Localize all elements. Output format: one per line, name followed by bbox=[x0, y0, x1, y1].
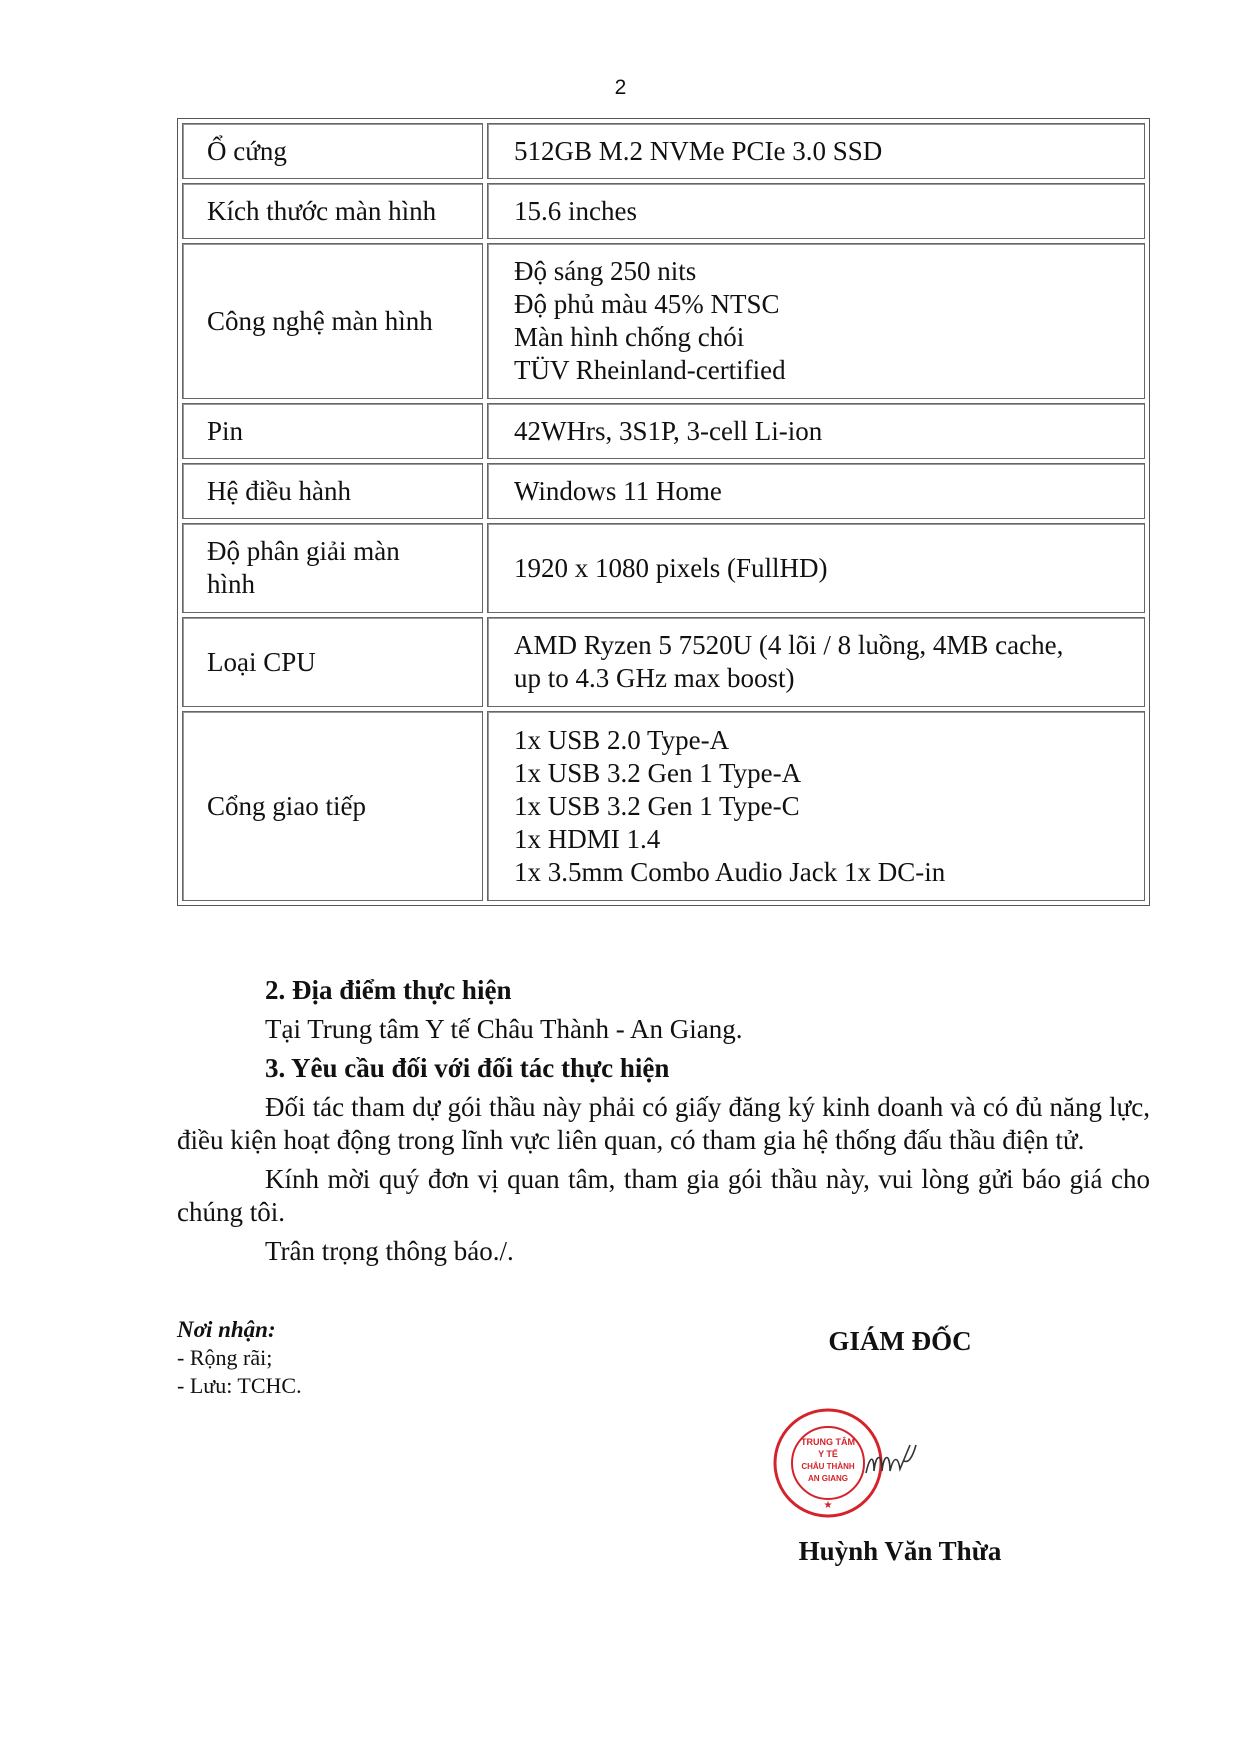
spec-value: Màn hình chống chói bbox=[514, 322, 745, 352]
official-stamp bbox=[770, 1405, 950, 1521]
spec-row bbox=[182, 711, 1145, 901]
recipients-block bbox=[177, 1316, 302, 1400]
spec-value-cell bbox=[487, 463, 1145, 519]
spec-value-cell bbox=[487, 243, 1145, 399]
spec-value: 15.6 inches bbox=[514, 195, 637, 226]
spec-label-cell bbox=[182, 403, 483, 459]
page-number: 2 bbox=[614, 76, 627, 99]
spec-label-cell bbox=[182, 123, 483, 179]
spec-row bbox=[182, 617, 1145, 707]
spec-label: Công nghệ màn hình bbox=[207, 305, 433, 336]
spec-label: Kích thước màn hình bbox=[207, 195, 437, 226]
spec-label-cell bbox=[182, 183, 483, 239]
spec-value: 1x USB 3.2 Gen 1 Type-A bbox=[514, 757, 802, 788]
section-heading: 3. Yêu cầu đối với đối tác thực hiện bbox=[265, 1053, 670, 1083]
spec-label-cell bbox=[182, 523, 483, 613]
spec-value: 42WHrs, 3S1P, 3-cell Li-ion bbox=[514, 415, 823, 446]
spec-value-cell bbox=[487, 403, 1145, 459]
spec-value: up to 4.3 GHz max boost) bbox=[514, 663, 795, 693]
spec-row bbox=[182, 523, 1145, 613]
spec-value-cell bbox=[487, 617, 1145, 707]
signature-title: GIÁM ĐỐC bbox=[828, 1326, 972, 1356]
spec-value: Độ phủ màu 45% NTSC bbox=[514, 289, 780, 319]
recipient-item: - Lưu: TCHC. bbox=[177, 1373, 302, 1398]
spec-table bbox=[177, 118, 1150, 906]
spec-label: Hệ điều hành bbox=[207, 475, 351, 506]
svg-text:★: ★ bbox=[823, 1500, 833, 1511]
spec-row bbox=[182, 403, 1145, 459]
spec-value-cell bbox=[487, 523, 1145, 613]
svg-text:AN GIANG: AN GIANG bbox=[808, 1474, 848, 1483]
spec-row bbox=[182, 463, 1145, 519]
spec-label: hình bbox=[207, 569, 256, 599]
section-requirements bbox=[177, 1052, 1150, 1268]
spec-label-cell bbox=[182, 711, 483, 901]
section-location bbox=[177, 974, 1150, 1046]
requirements-paragraph: Đối tác tham dự gói thầu này phải có giấy đăng ký kinh doanh và có đủ năng lực, điều kiện hoạt động trong lĩnh vực liên quan, có tham gia hệ thống đấu thầu điện tử. bbox=[177, 1092, 1150, 1155]
svg-text:CHÂU THÀNH: CHÂU THÀNH bbox=[801, 1462, 855, 1471]
spec-label: Ổ cứng bbox=[207, 135, 287, 166]
spec-label-cell bbox=[182, 463, 483, 519]
spec-value: 1920 x 1080 pixels (FullHD) bbox=[514, 552, 828, 583]
spec-label-cell bbox=[182, 243, 483, 399]
spec-value: AMD Ryzen 5 7520U (4 lõi / 8 luồng, 4MB cache, bbox=[514, 630, 1064, 660]
signer-name: Huỳnh Văn Thừa bbox=[798, 1536, 1002, 1566]
spec-label: Độ phân giải màn bbox=[207, 536, 400, 566]
spec-value-cell bbox=[487, 123, 1145, 179]
recipient-item: - Rộng rãi; bbox=[177, 1345, 273, 1370]
svg-text:Y TẾ: Y TẾ bbox=[818, 1449, 838, 1459]
spec-row bbox=[182, 243, 1145, 399]
stamp-signature-image bbox=[770, 1405, 950, 1521]
spec-label: Pin bbox=[207, 415, 244, 446]
spec-label: Loại CPU bbox=[207, 646, 316, 677]
section-heading: 2. Địa điểm thực hiện bbox=[265, 975, 512, 1005]
spec-value: Windows 11 Home bbox=[514, 475, 722, 506]
spec-label: Cổng giao tiếp bbox=[207, 790, 366, 821]
closing-text: Trân trọng thông báo./. bbox=[265, 1236, 514, 1266]
location-text: Tại Trung tâm Y tế Châu Thành - An Giang. bbox=[265, 1014, 743, 1044]
spec-value: 1x USB 2.0 Type-A bbox=[514, 724, 730, 755]
spec-value: TÜV Rheinland-certified bbox=[514, 355, 786, 385]
invitation-paragraph: Kính mời quý đơn vị quan tâm, tham gia gói thầu này, vui lòng gửi báo giá cho chúng tôi. bbox=[177, 1164, 1150, 1227]
spec-value: Độ sáng 250 nits bbox=[514, 256, 697, 286]
spec-value: 1x 3.5mm Combo Audio Jack 1x DC-in bbox=[514, 856, 946, 887]
svg-text:TRUNG TÂM: TRUNG TÂM bbox=[801, 1437, 855, 1447]
spec-value: 1x USB 3.2 Gen 1 Type-C bbox=[514, 790, 800, 821]
spec-row bbox=[182, 123, 1145, 179]
spec-label-cell bbox=[182, 617, 483, 707]
spec-row bbox=[182, 183, 1145, 239]
recipients-title: Nơi nhận: bbox=[177, 1317, 276, 1342]
spec-value: 1x HDMI 1.4 bbox=[514, 823, 661, 854]
spec-value-cell bbox=[487, 183, 1145, 239]
spec-value: 512GB M.2 NVMe PCIe 3.0 SSD bbox=[514, 135, 883, 166]
spec-value-cell bbox=[487, 711, 1145, 901]
